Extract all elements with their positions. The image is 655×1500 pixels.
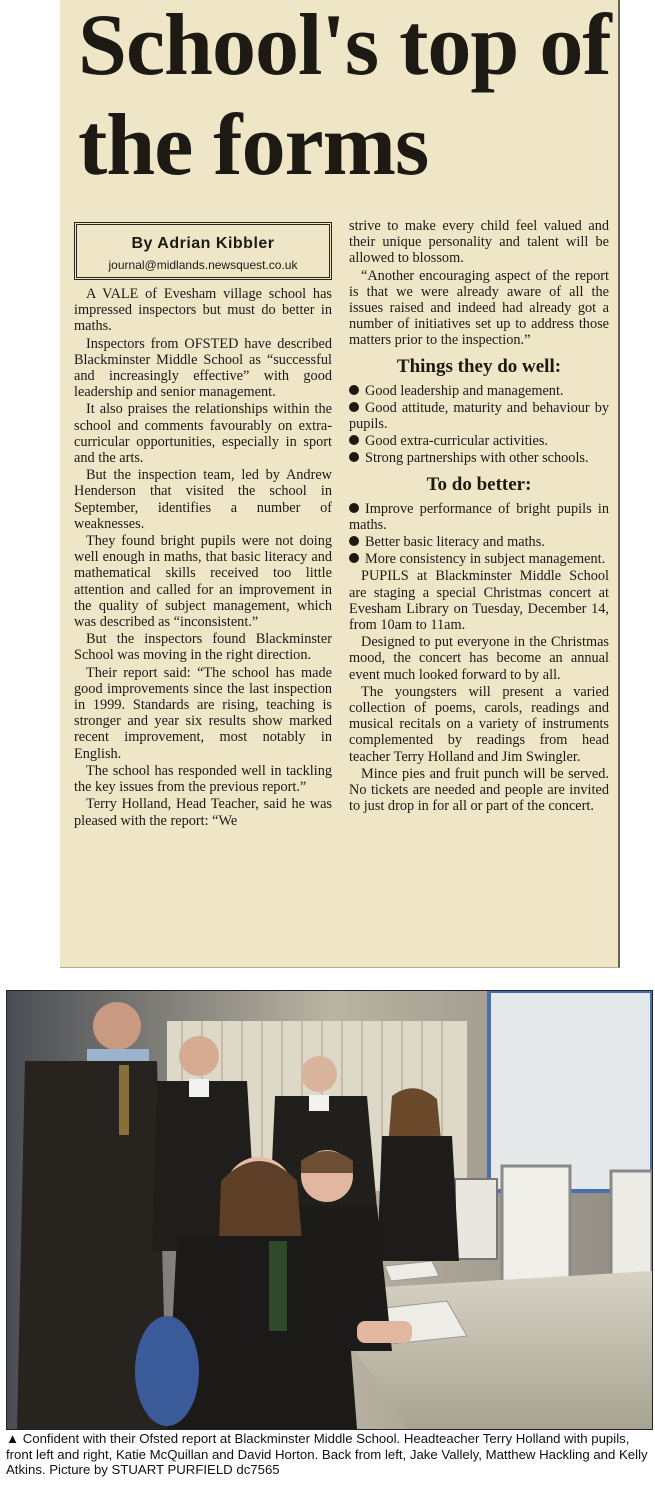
paragraph: The school has responded well in tackling the key issues from the previous report.”	[74, 762, 332, 796]
paragraph: PUPILS at Blackminster Middle School are staging a special Christmas concert at Evesham Library on Tuesday, December 14, from 10am to 11am.	[349, 568, 609, 634]
bullet-icon	[349, 452, 359, 462]
classroom-photo	[6, 990, 653, 1430]
bullet-item: Good extra-curricular activities.	[349, 433, 609, 449]
byline-box	[74, 222, 332, 280]
bullet-icon	[349, 402, 359, 412]
bullet-icon	[349, 503, 359, 513]
paragraph: Terry Holland, Head Teacher, said he was pleased with the report: “We	[74, 796, 332, 829]
bullet-item: Better basic literacy and maths.	[349, 534, 609, 550]
bullet-icon	[349, 553, 359, 563]
paragraph: “Another encouraging aspect of the report is that we were already aware of all the issues raised and indeed had already got a number of initiatives set up to address those matters prior to the inspection.”	[349, 267, 609, 349]
article-column-1	[74, 286, 332, 830]
paragraph: It also praises the relationships within the school and comments favourably on extra-curricular opportunities, especially in sport and the arts.	[74, 401, 332, 467]
bullet-item: More consistency in subject management.	[349, 551, 609, 567]
article-column-2	[349, 218, 609, 816]
paragraph: The youngsters will present a varied collection of poems, carols, readings and musical recitals on a variety of instruments complemented by readings from head teacher Terry Holland and Jim Swingler.	[349, 683, 609, 765]
headline: School's top of the forms	[78, 0, 611, 194]
bullet-item: Strong partnerships with other schools.	[349, 450, 609, 466]
classroom-photo-illustration	[7, 991, 652, 1429]
paragraph: But the inspectors found Blackminster School was moving in the right direction.	[74, 631, 332, 664]
newspaper-clipping	[60, 0, 620, 968]
bullet-item: Good attitude, maturity and behaviour by pupils.	[349, 399, 609, 433]
bullet-icon	[349, 385, 359, 395]
bullet-item: Improve performance of bright pupils in maths.	[349, 500, 609, 533]
paragraph: They found bright pupils were not doing well enough in maths, that basic literacy and mathematical skills received too little attention and called for an improvement in the quality of subject management, which was described as “inconsistent.”	[74, 533, 332, 631]
paragraph: Inspectors from OFSTED have described Blackminster Middle School as “successful and increasingly effective” with good leadership and senior management.	[74, 335, 332, 401]
subheading-well: Things they do well:	[396, 355, 562, 377]
byline-name: By Adrian Kibbler	[131, 235, 275, 252]
paragraph: strive to make every child feel valued and their unique personality and talent will be allowed to blossom.	[349, 218, 609, 267]
paragraph: Mince pies and fruit punch will be served. No tickets are needed and people are invited to just drop in for all or part of the concert.	[349, 765, 609, 815]
paragraph: But the inspection team, led by Andrew Henderson that visited the school in September, identifies a number of weaknesses.	[74, 467, 332, 532]
paragraph: Their report said: “The school has made good improvements since the last inspection in 1999. Standards are rising, teaching is stronger and year six results show marked recent improvement, most notably in English.	[74, 664, 332, 762]
bullet-icon	[349, 536, 359, 546]
bullet-icon	[349, 435, 359, 445]
paragraph: Designed to put everyone in the Christmas mood, the concert has become an annual event much looked forward to by all.	[349, 634, 609, 683]
byline-email: journal@midlands.newsquest.co.uk	[108, 258, 298, 272]
bullet-item: Good leadership and management.	[349, 383, 609, 399]
photo-caption: ▲ Confident with their Ofsted report at Blackminster Middle School. Headteacher Terry Holland with pupils, front left and right, Katie McQuillan and David Horton. Back from left, Jake Vallely, Matthew Hackling and Kelly Atkins. Picture by STUART PURFIELD dc7565	[6, 1431, 648, 1477]
paragraph: A VALE of Evesham village school has impressed inspectors but must do better in maths.	[74, 286, 332, 335]
subheading-better: To do better:	[426, 473, 532, 495]
